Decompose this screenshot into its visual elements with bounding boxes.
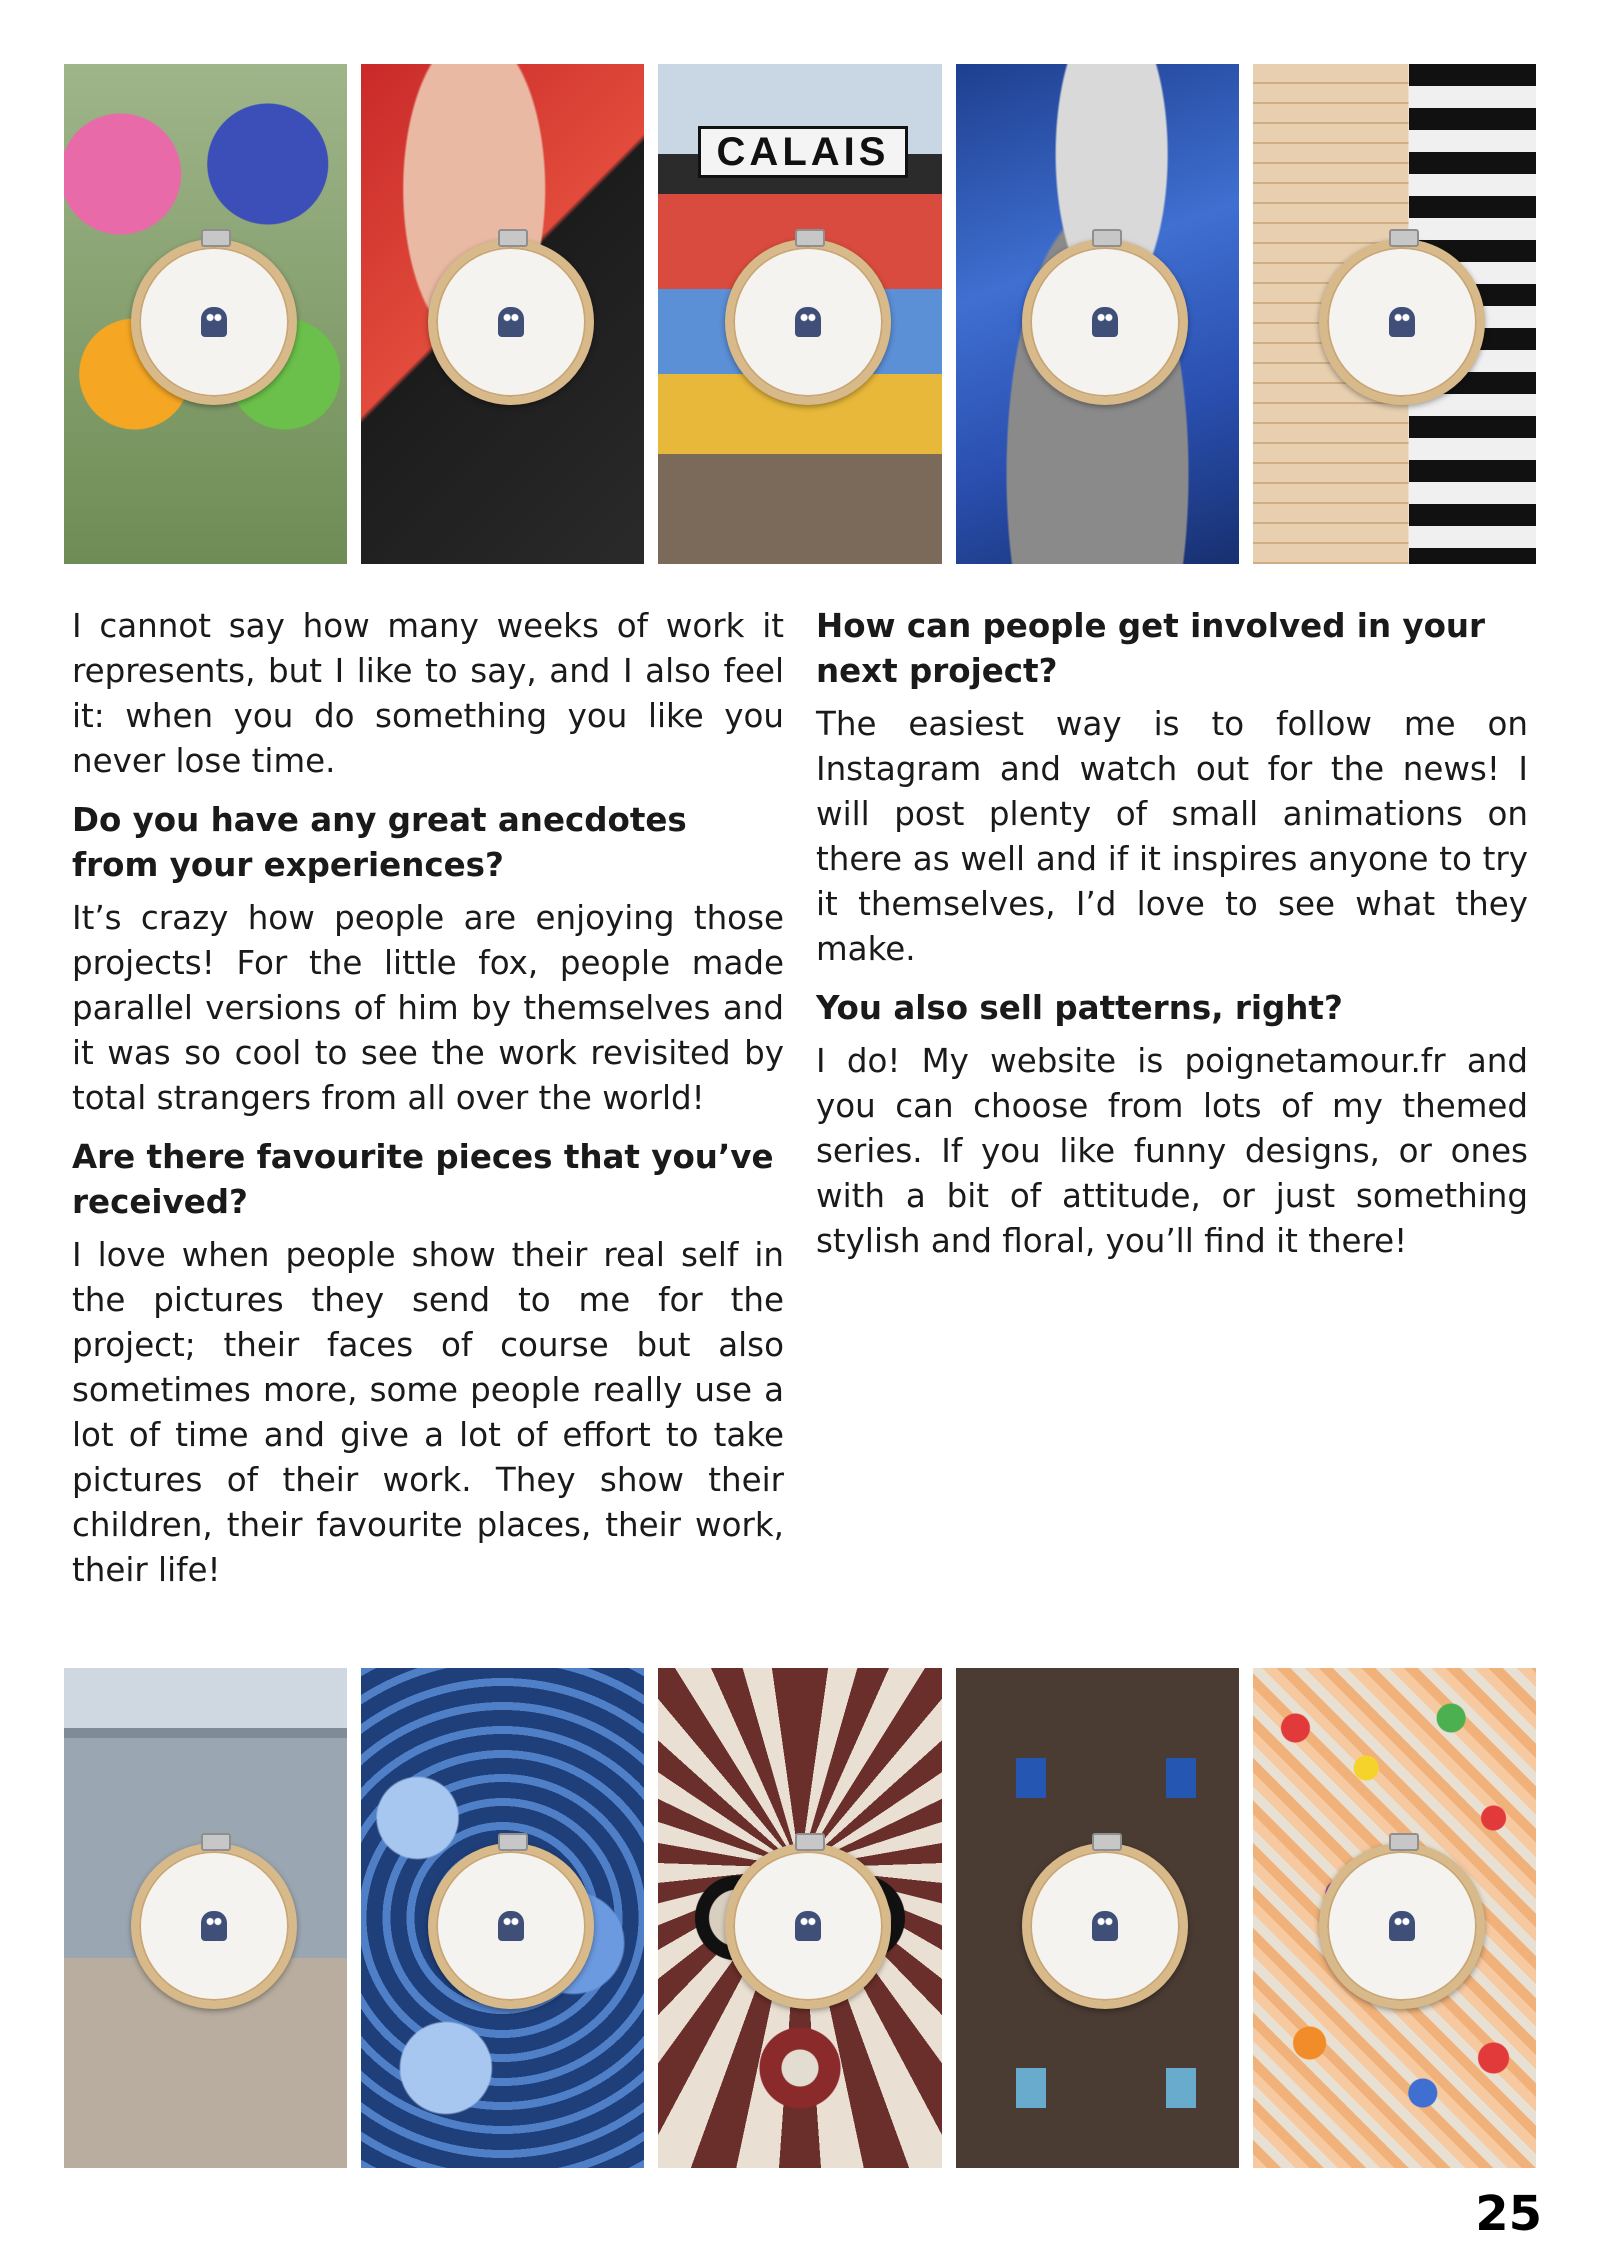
question-anecdotes: Do you have any great anecdotes from your experiences? bbox=[72, 801, 687, 884]
ghost-stitch-icon bbox=[1092, 307, 1118, 337]
ghost-stitch-icon bbox=[795, 1911, 821, 1941]
photo-waves-fabric bbox=[361, 1668, 644, 2168]
photo-mask-pattern bbox=[658, 1668, 941, 2168]
answer-get-involved: The easiest way is to follow me on Instagram and watch out for the news! I will post plenty of small animations on there as well and if it inspires anyone to try it themselves, I’d love to see what they make. bbox=[816, 705, 1528, 968]
embroidery-hoop bbox=[131, 1843, 297, 2009]
ghost-stitch-icon bbox=[201, 307, 227, 337]
embroidery-hoop bbox=[1022, 1843, 1188, 2009]
answer-patterns: I do! My website is poignetamour.fr and you can choose from lots of my themed series. If you like funny designs, or ones with a bit of attitude, or just something stylish and floral, you’ll find it there! bbox=[816, 1042, 1528, 1260]
photo-wolf-costume bbox=[956, 64, 1239, 564]
ghost-stitch-icon bbox=[498, 307, 524, 337]
photo-thread-bobbins bbox=[956, 1668, 1239, 2168]
ghost-stitch-icon bbox=[1389, 1911, 1415, 1941]
photo-beach bbox=[64, 1668, 347, 2168]
photo-pinwheel bbox=[64, 64, 347, 564]
ghost-stitch-icon bbox=[795, 307, 821, 337]
intro-paragraph: I cannot say how many weeks of work it represents, but I like to say, and I also feel it: when you do something you like you never lose time. bbox=[72, 607, 784, 780]
left-text-column bbox=[72, 604, 784, 1607]
embroidery-hoop bbox=[131, 239, 297, 405]
embroidery-hoop bbox=[428, 1843, 594, 2009]
question-patterns: You also sell patterns, right? bbox=[816, 989, 1343, 1027]
ghost-stitch-icon bbox=[1092, 1911, 1118, 1941]
photo-candy bbox=[1253, 1668, 1536, 2168]
photo-face-paint bbox=[361, 64, 644, 564]
ghost-stitch-icon bbox=[498, 1911, 524, 1941]
question-get-involved: How can people get involved in your next project? bbox=[816, 607, 1486, 690]
right-text-column bbox=[816, 604, 1528, 1278]
top-photo-strip bbox=[64, 64, 1536, 564]
ghost-stitch-icon bbox=[201, 1911, 227, 1941]
embroidery-hoop bbox=[725, 239, 891, 405]
embroidery-hoop bbox=[725, 1843, 891, 2009]
embroidery-hoop bbox=[1022, 239, 1188, 405]
page-number: 25 bbox=[1475, 2186, 1542, 2242]
bottom-photo-strip bbox=[64, 1668, 1536, 2168]
embroidery-hoop bbox=[1319, 1843, 1485, 2009]
embroidery-hoop bbox=[428, 239, 594, 405]
embroidery-hoop bbox=[1319, 239, 1485, 405]
answer-anecdotes: It’s crazy how people are enjoying those projects! For the little fox, people made parallel versions of him by themselves and it was so cool to see the work revisited by total strangers from all over the world! bbox=[72, 899, 784, 1117]
calais-sign: CALAIS bbox=[698, 126, 908, 178]
photo-piano bbox=[1253, 64, 1536, 564]
question-favourite-pieces: Are there favourite pieces that you’ve received? bbox=[72, 1138, 774, 1221]
answer-favourite-pieces: I love when people show their real self in the pictures they send to me for the project; their faces of course but also sometimes more, some people really use a lot of time and give a lot of effort to take pictures of their work. They show their children, their favourite places, their work, their life! bbox=[72, 1236, 784, 1589]
photo-calais bbox=[658, 64, 941, 564]
ghost-stitch-icon bbox=[1389, 307, 1415, 337]
